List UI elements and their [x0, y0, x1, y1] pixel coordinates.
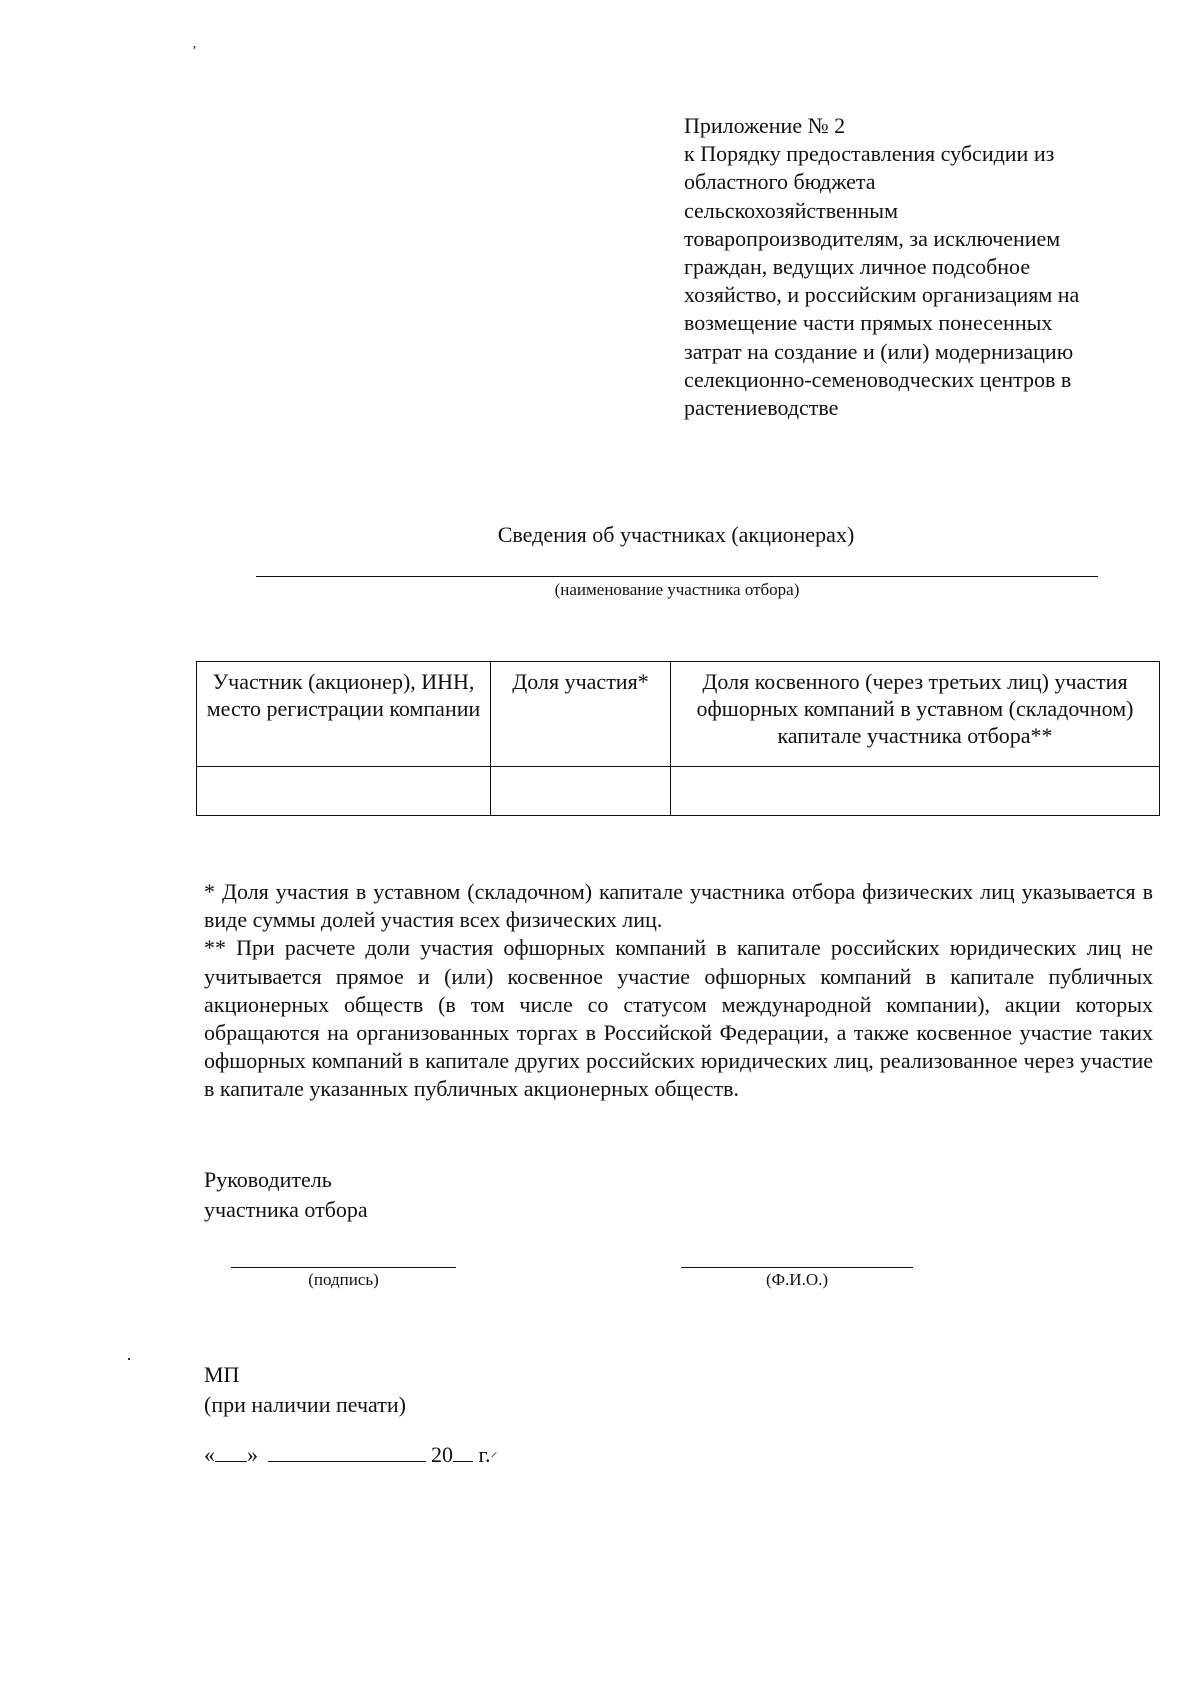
stamp-note: (при наличии печати) [204, 1392, 406, 1417]
fio-line[interactable] [681, 1267, 913, 1268]
appendix-line: граждан, ведущих личное подсобное [684, 254, 1031, 280]
footnote-1: * Доля участия в уставном (складочном) капитале участника отбора физических лиц указывается в виде суммы долей участия всех физических лиц. [204, 879, 1153, 933]
date-open-quote: « [204, 1442, 215, 1467]
scan-mark: ʼ [192, 44, 197, 59]
appendix-line: селекционно-семеноводческих центров в [684, 366, 1072, 392]
participant-name-caption: (наименование участника отбора) [554, 580, 800, 599]
signature-line[interactable] [231, 1267, 456, 1268]
date-close-quote: » [247, 1442, 258, 1467]
appendix-line: товаропроизводителям, за исключением [684, 225, 1061, 251]
header-share: Доля участия* [491, 662, 671, 767]
fio-caption: (Ф.И.О.) [765, 1270, 829, 1289]
appendix-line: растениеводстве [684, 395, 839, 421]
appendix-line: областного бюджета [684, 169, 876, 195]
appendix-line: к Порядку предоставления субсидии из [684, 141, 1055, 167]
header-offshore-share: Доля косвенного (через третьих лиц) участия офшорных компаний в уставном (складочном) капитале участника отбора** [671, 662, 1160, 767]
appendix-line: затрат на создание и (или) модернизацию [684, 338, 1074, 364]
footnote-2: ** При расчете доли участия офшорных компаний в капитале российских юридических лиц не учитывается прямое и (или) косвенное участие офшорных компаний в капитале публичных акционерных обществ (в том числе со статусом международной компании), акции которых обращаются на организованных торгах в Российской Федерации, а также косвенное участие таких офшорных компаний в капитале других российских юридических лиц, реализованное через участие в капитале указанных публичных акционерных обществ. [204, 935, 1153, 1102]
table-row [197, 767, 1160, 816]
year-suffix: г. [478, 1442, 491, 1467]
year-blank[interactable] [453, 1461, 473, 1462]
appendix-line: сельскохозяйственным [684, 197, 898, 223]
header-participant: Участник (акционер), ИНН, место регистрации компании [197, 662, 491, 767]
stamp-label: МП [204, 1362, 240, 1387]
table-header-row [197, 662, 1160, 767]
shareholders-table [196, 661, 1160, 816]
appendix-header [684, 112, 1164, 422]
appendix-line: возмещение части прямых понесенных [684, 310, 1053, 336]
appendix-line: хозяйство, и российским организациям на [684, 282, 1080, 308]
cell-offshore-share[interactable] [671, 767, 1160, 816]
cell-participant[interactable] [197, 767, 491, 816]
month-blank[interactable] [268, 1461, 426, 1462]
signature-caption: (подпись) [308, 1270, 379, 1289]
form-title: Сведения об участниках (акционерах) [497, 522, 855, 547]
scan-dot [128, 1358, 130, 1360]
cell-share[interactable] [491, 767, 671, 816]
stamp-block [204, 1360, 406, 1420]
signer-role-line1: Руководитель [204, 1167, 332, 1192]
footnotes [204, 878, 1153, 1104]
signer-role [204, 1165, 368, 1225]
appendix-line: Приложение № 2 [684, 113, 846, 138]
day-blank[interactable] [215, 1461, 247, 1462]
year-prefix: 20 [431, 1442, 453, 1467]
signer-role-line2: участника отбора [204, 1197, 368, 1222]
participant-name-line[interactable] [256, 576, 1098, 577]
date-line [204, 1440, 498, 1474]
tick-mark: ⸍ [490, 1451, 498, 1466]
